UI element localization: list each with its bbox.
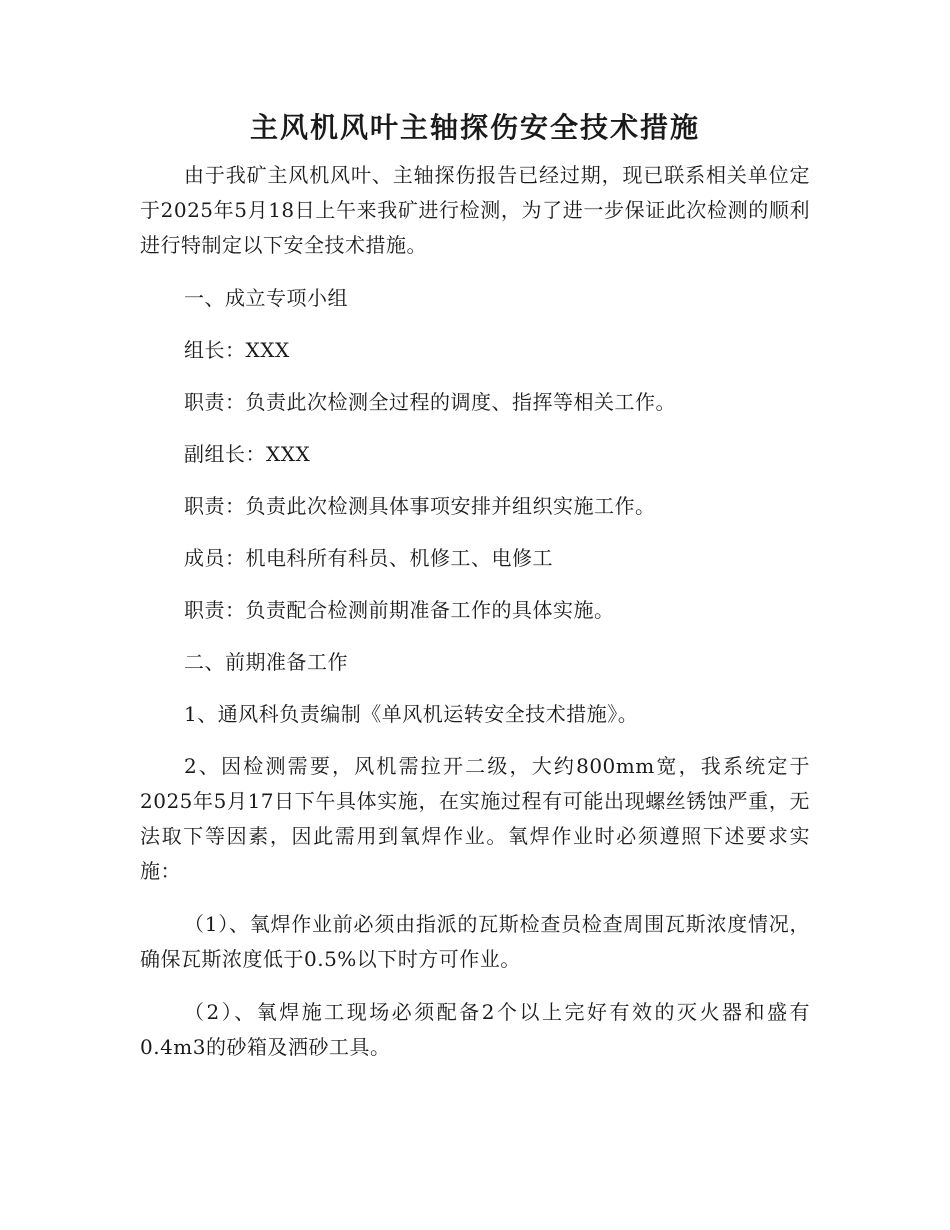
item-1: 1、通风科负责编制《单风机运转安全技术措施》。 (184, 702, 639, 726)
section-heading-1: 一、成立专项小组 (184, 286, 348, 310)
leader-duty: 职责：负责此次检测全过程的调度、指挥等相关工作。 (184, 390, 676, 414)
leader-line: 组长：XXX (184, 338, 290, 362)
sub-item-2: （2）、氧焊施工现场必须配备2个以上完好有效的灭火器和盛有0.4m3的砂箱及洒砂工具。 (140, 1000, 810, 1059)
section-heading-2: 二、前期准备工作 (184, 650, 348, 674)
document-title: 主风机风叶主轴探伤安全技术措施 (249, 111, 700, 144)
deputy-leader-duty: 职责：负责此次检测具体事项安排并组织实施工作。 (184, 494, 656, 518)
members-line: 成员：机电科所有科员、机修工、电修工 (184, 546, 553, 570)
members-duty: 职责：负责配合检测前期准备工作的具体实施。 (184, 598, 615, 622)
deputy-leader-line: 副组长：XXX (184, 442, 311, 466)
intro-paragraph: 由于我矿主风机风叶、主轴探伤报告已经过期，现已联系相关单位定于2025年5月18日上午来我矿进行检测，为了进一步保证此次检测的顺利进行特制定以下安全技术措施。 (140, 163, 810, 257)
item-2: 2、因检测需要，风机需拉开二级，大约800mm宽，我系统定于2025年5月17日下午具体实施，在实施过程有可能出现螺丝锈蚀严重，无法取下等因素，因此需用到氧焊作业。氧焊作业时必须遵照下述要求实施： (140, 754, 810, 883)
sub-item-1: （1）、氧焊作业前必须由指派的瓦斯检查员检查周围瓦斯浓度情况，确保瓦斯浓度低于0.5%以下时方可作业。 (140, 912, 810, 971)
